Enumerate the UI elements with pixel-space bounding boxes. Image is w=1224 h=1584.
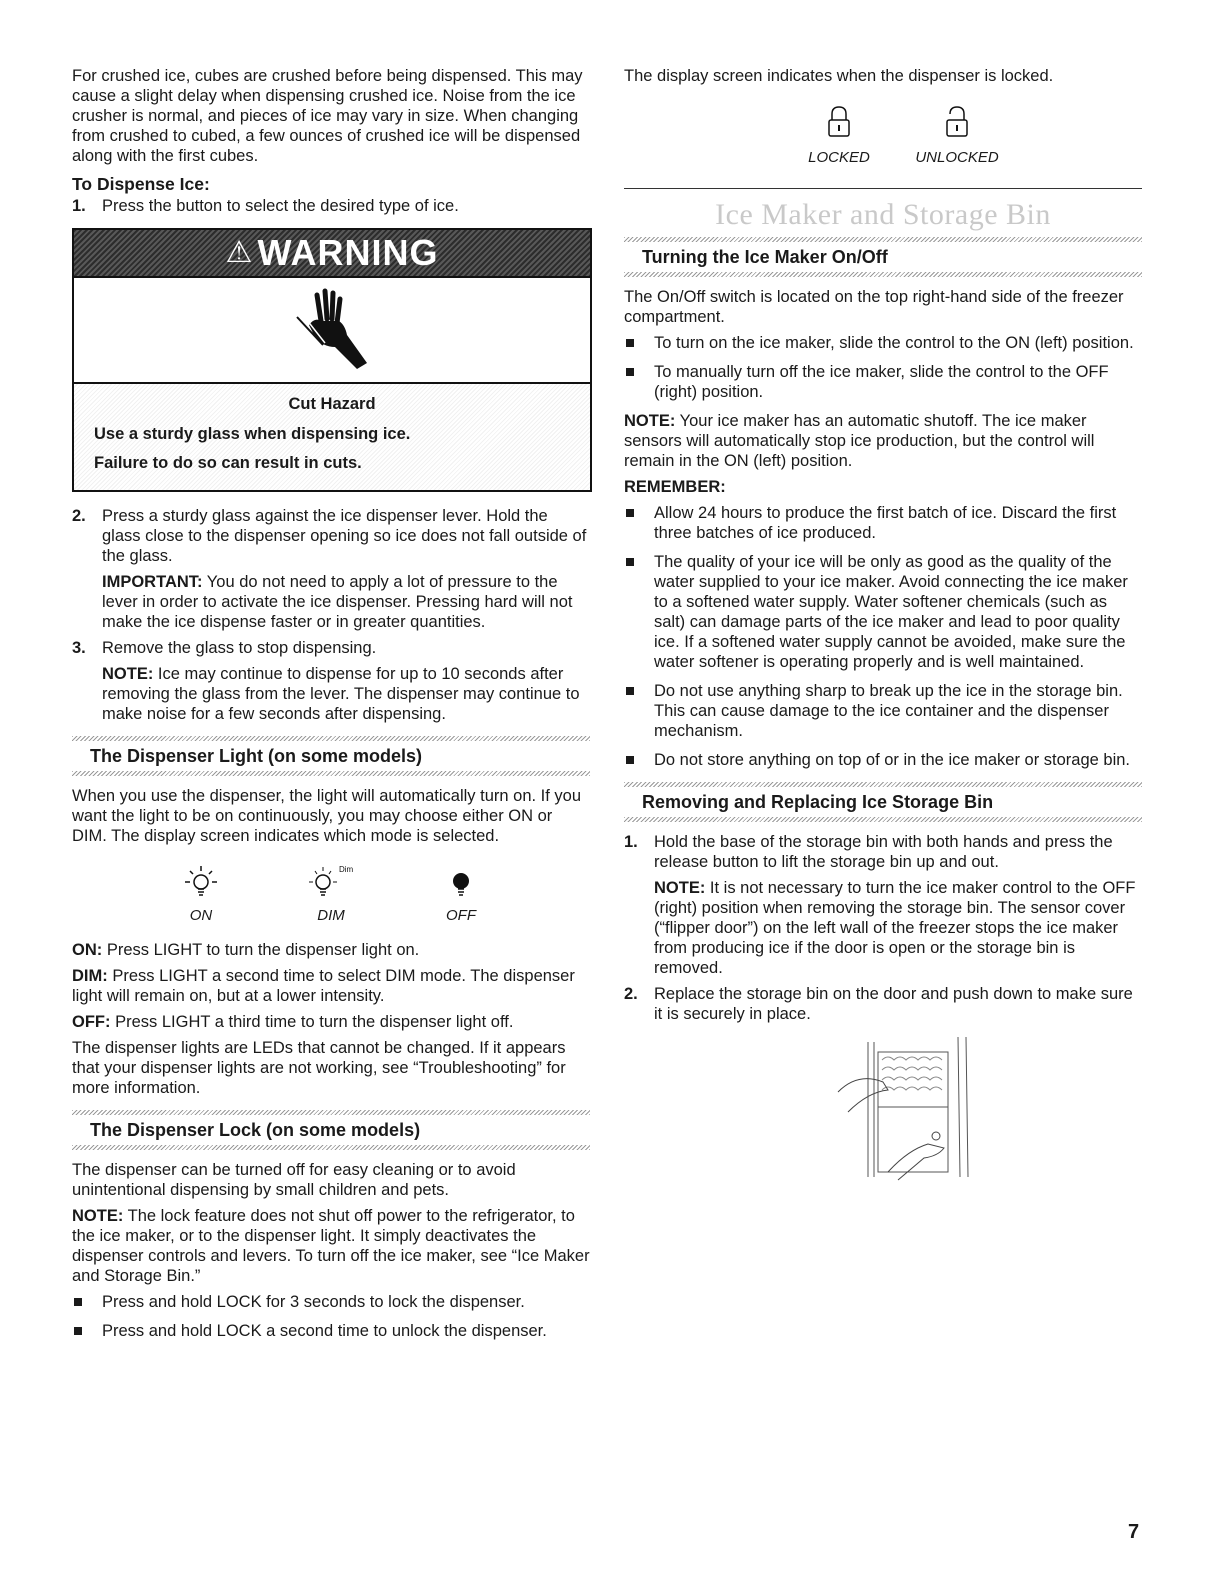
warning-title: WARNING: [257, 232, 439, 273]
light-off-indicator: OFF: [426, 862, 496, 926]
unlocked-indicator: UNLOCKED: [917, 104, 997, 168]
light-on-indicator: ON: [166, 862, 236, 926]
onoff-heading: Turning the Ice Maker On/Off: [642, 247, 888, 267]
onoff-note: NOTE: Your ice maker has an automatic shutoff. The ice maker sensors will automatically stop ice production, but the control will remain in the ON (left) position.: [624, 412, 1095, 470]
light-mode-icons: [72, 862, 590, 926]
list-item: To manually turn off the ice maker, slide the control to the OFF (right) position.: [624, 362, 1142, 402]
lock-closed-icon: [824, 104, 854, 140]
left-column: [72, 66, 590, 1350]
on-mode-text: ON: Press LIGHT to turn the dispenser light on.: [72, 941, 420, 959]
remember-bullets: [624, 503, 1142, 770]
list-item: The quality of your ice will be only as good as the quality of the water supplied to your ice maker. Avoid connecting the ice maker to a softened water supply. Water softener chemicals (such as salt) can damage parts of the ice maker and lead to poor quality ice. If a softened water supply cannot be avoided, make sure the water softener is operating properly and is well maintained.: [624, 552, 1142, 672]
step-2: 2. Press a sturdy glass against the ice dispenser lever. Hold the glass close to the dispenser opening so ice does not fall outside of the glass. IMPORTANT: You do not need to apply a lot of pressure to the lever in order to activate the ice dispenser. Pressing hard will not make the ice dispense faster or in greater quantities.: [72, 506, 590, 632]
light-dim-indicator: Dim DIM: [296, 862, 366, 926]
dispenser-light-section-header: [72, 736, 590, 776]
dispenser-lock-heading: The Dispenser Lock (on some models): [90, 1120, 421, 1140]
page-number: 7: [1128, 1521, 1140, 1543]
right-column: [624, 66, 1142, 1182]
bin-note: NOTE: It is not necessary to turn the ice maker control to the OFF (right) position when removing the storage bin. The sensor cover (“flipper door”) on the left wall of the freezer stops the ice maker from producing ice if the door is open or the storage bin is removed.: [654, 879, 1136, 977]
crushed-ice-intro: For crushed ice, cubes are crushed before being dispensed. This may cause a slight delay when dispensing crushed ice. Noise from the ice crusher is normal, and pieces of ice may vary in size. When changing from crushed to cubed, a few ounces of crushed ice will be dispensed along with the first cubes.: [72, 67, 583, 165]
dispenser-lock-section-header: [72, 1110, 590, 1150]
remember-label: REMEMBER:: [624, 478, 726, 496]
bulb-on-icon: [181, 862, 221, 902]
warning-banner: [74, 230, 590, 278]
onoff-bullets: [624, 333, 1142, 402]
onoff-intro: The On/Off switch is located on the top right-hand side of the freezer compartment.: [624, 288, 1124, 326]
to-dispense-ice-heading: To Dispense Ice:: [72, 174, 210, 194]
list-item: Do not use anything sharp to break up the ice in the storage bin. This can cause damage to the ice container and the dispenser mechanism.: [624, 681, 1142, 741]
light-intro: When you use the dispenser, the light will automatically turn on. If you want the light to be on continuously, you may choose either ON or DIM. The display screen indicates which mode is selected.: [72, 787, 582, 845]
warning-text: [74, 384, 590, 490]
lock-bullets: [72, 1292, 590, 1341]
ice-bin-hands-icon: [828, 1032, 978, 1182]
storage-bin-section-header: [624, 782, 1142, 822]
hazard-title: Cut Hazard: [288, 395, 376, 413]
lock-intro: The dispenser can be turned off for easy cleaning or to avoid unintentional dispensing by small children and pets.: [72, 1161, 516, 1199]
lock-status-icons: [624, 104, 1142, 168]
dispense-steps-a: [72, 196, 590, 216]
off-mode-text: OFF: Press LIGHT a third time to turn the dispenser light off.: [72, 1013, 514, 1031]
list-item: Press and hold LOCK a second time to unlock the dispenser.: [72, 1321, 590, 1341]
dim-mode-text: DIM: Press LIGHT a second time to select DIM mode. The dispenser light will remain on, but at a lower intensity.: [72, 967, 575, 1005]
dispense-steps-b: [72, 506, 590, 724]
dispenser-light-heading: The Dispenser Light (on some models): [90, 746, 423, 766]
warning-box: [72, 228, 592, 492]
list-item: Allow 24 hours to produce the first batch of ice. Discard the first three batches of ice produced.: [624, 503, 1142, 543]
cut-hazard-illustration: [74, 278, 590, 384]
bulb-dim-icon: [303, 862, 359, 902]
section-divider: [624, 188, 1142, 189]
step-3: 3. Remove the glass to stop dispensing. NOTE: Ice may continue to dispense for up to 10 seconds after removing the glass from the lever. The dispenser may continue to make noise for a few seconds after dispensing.: [72, 638, 590, 724]
cut-hand-icon: [287, 285, 377, 375]
bin-step-2: 2. Replace the storage bin on the door and push down to make sure it is securely in place.: [624, 985, 1133, 1023]
bin-step-1: 1. Hold the base of the storage bin with both hands and press the release button to lift the storage bin up and out. NOTE: It is not necessary to turn the ice maker control to the OFF (right) position when removing the storage bin. The sensor cover (“flipper door”) on the left wall of the freezer stops the ice maker from producing ice if the door is open or the storage bin is removed.: [624, 832, 1142, 978]
list-item: Press and hold LOCK for 3 seconds to lock the dispenser.: [72, 1292, 590, 1312]
important-note: IMPORTANT: You do not need to apply a lot of pressure to the lever in order to activate the ice dispenser. Pressing hard will not make the ice dispense faster or in greater quantities.: [102, 573, 573, 631]
storage-bin-heading: Removing and Replacing Ice Storage Bin: [642, 792, 994, 812]
storage-bin-steps: [624, 832, 1142, 1024]
warning-line-2: Failure to do so can result in cuts.: [94, 454, 362, 472]
storage-bin-illustration: [624, 1032, 1142, 1182]
locked-indicator: LOCKED: [799, 104, 879, 168]
list-item: To turn on the ice maker, slide the control to the ON (left) position.: [624, 333, 1142, 353]
svg-text:Dim: Dim: [339, 865, 354, 874]
leds-text: The dispenser lights are LEDs that cannot be changed. If it appears that your dispenser lights are not working, see “Troubleshooting” for more information.: [72, 1039, 566, 1097]
step-3-note: NOTE: Ice may continue to dispense for up to 10 seconds after removing the glass from the lever. The dispenser may continue to make noise for a few seconds after dispensing.: [102, 665, 580, 723]
ice-maker-section-title: Ice Maker and Storage Bin: [715, 198, 1051, 231]
lock-note: NOTE: The lock feature does not shut off power to the refrigerator, to the ice maker, or to the dispenser light. It simply deactivates the dispenser controls and levers. To turn off the ice maker, see “Ice Maker and Storage Bin.”: [72, 1207, 590, 1285]
warning-triangle-icon: ⚠: [225, 236, 254, 269]
bulb-off-icon: [441, 862, 481, 902]
lock-open-icon: [942, 104, 972, 140]
list-item: Do not store anything on top of or in the ice maker or storage bin.: [624, 750, 1142, 770]
step-1: 1. Press the button to select the desired type of ice.: [72, 197, 459, 215]
locked-intro: The display screen indicates when the dispenser is locked.: [624, 67, 1054, 85]
warning-line-1: Use a sturdy glass when dispensing ice.: [94, 425, 411, 443]
onoff-section-header: [624, 237, 1142, 277]
